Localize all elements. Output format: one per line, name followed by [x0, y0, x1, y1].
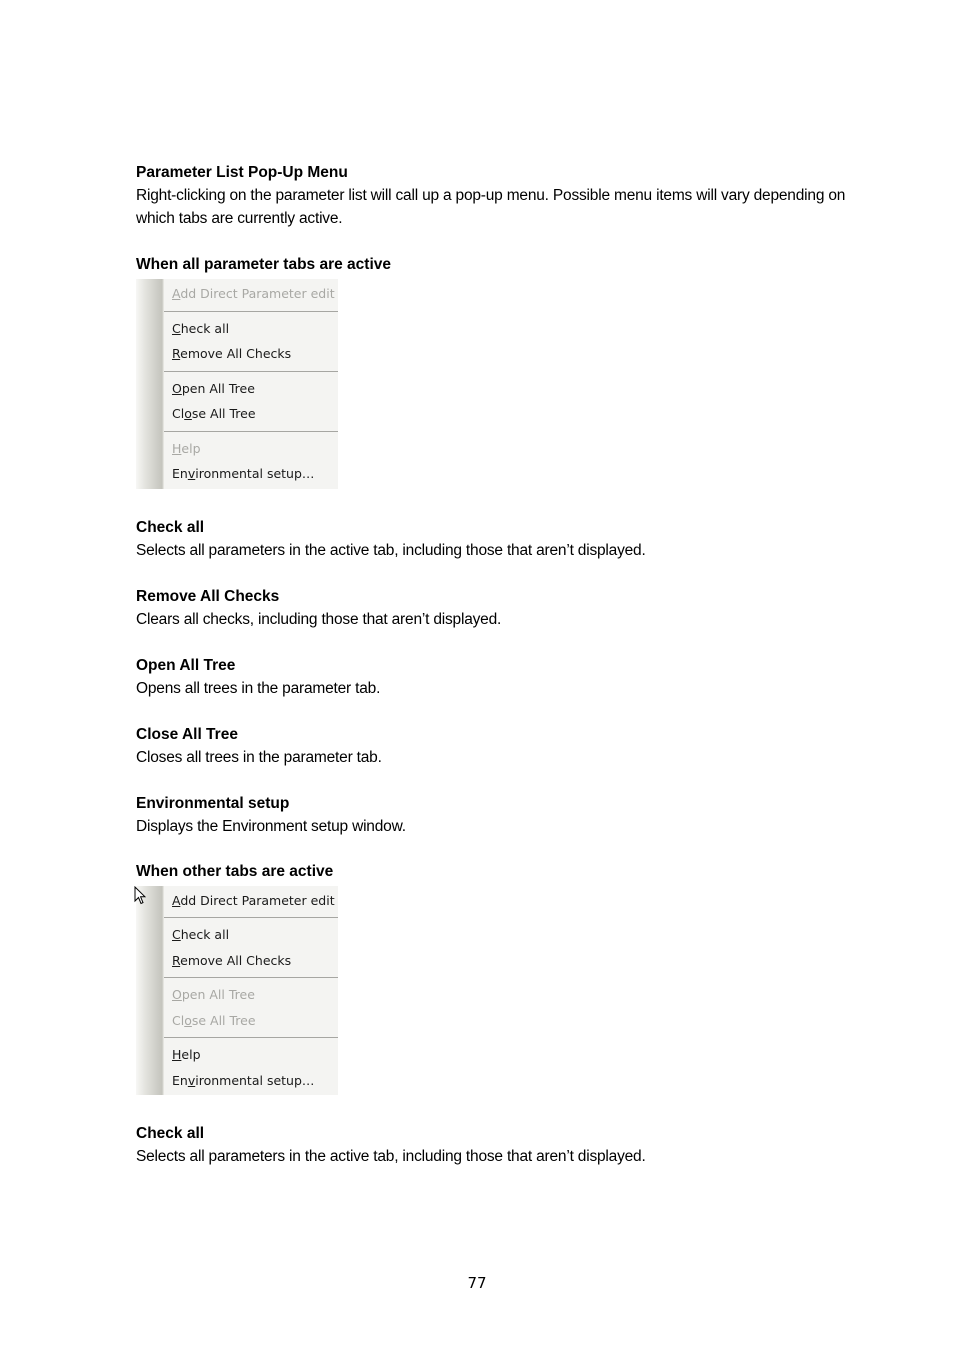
item-description: Clears all checks, including those that aren’t displayed.	[136, 610, 502, 628]
description-block	[136, 724, 856, 769]
menu-item-label-pre: Cl	[172, 406, 185, 421]
menu-item-accelerator: v	[187, 1072, 196, 1088]
menu-item-accelerator: C	[172, 927, 181, 942]
menu-item-accelerator: A	[172, 892, 181, 908]
item-title: Environmental setup	[136, 794, 290, 812]
menu-item[interactable]	[136, 376, 338, 402]
menu-item	[136, 982, 338, 1008]
menu-separator	[136, 1033, 338, 1042]
menu-item-label-post: se All Tree	[191, 406, 256, 421]
description-block	[136, 517, 856, 562]
section1-title: When all parameter tabs are active	[136, 256, 392, 273]
menu-item[interactable]	[136, 888, 338, 914]
menu-item	[136, 436, 338, 462]
menu-item-label-post: ironmental setup…	[195, 1072, 315, 1088]
menu-item-label-post: se All Tree	[191, 1012, 256, 1028]
menu-item[interactable]	[136, 922, 338, 948]
menu-item-accelerator: O	[172, 380, 182, 396]
intro-text: Right-clicking on the parameter list will call up a pop-up menu. Possible menu items will vary depending on which tabs are currently active.	[136, 187, 846, 227]
item-description: Displays the Environment setup window.	[136, 817, 406, 835]
menu-item-accelerator: v	[187, 466, 196, 481]
menu-item-label-post: elp	[181, 440, 201, 456]
menu-item-accelerator: R	[172, 346, 181, 361]
menu-item[interactable]	[136, 316, 338, 342]
menu-item	[136, 281, 338, 307]
menu-item-accelerator: H	[172, 440, 182, 456]
menu-item-accelerator: o	[184, 1012, 192, 1028]
menu-item-label-pre: En	[172, 466, 188, 481]
menu-item-label-post: emove All Checks	[180, 346, 292, 361]
item-description: Opens all trees in the parameter tab.	[136, 679, 381, 697]
menu-separator	[136, 427, 338, 436]
item-title: Open All Tree	[136, 656, 236, 674]
section2-title: When other tabs are active	[136, 862, 334, 880]
intro-section	[136, 162, 856, 230]
page-number: 77	[467, 1274, 487, 1292]
menu-item-label-post: pen All Tree	[181, 380, 255, 396]
menu-separator	[136, 307, 338, 316]
menu-separator	[136, 913, 338, 922]
menu-item[interactable]	[136, 1068, 338, 1094]
item-title: Check all	[136, 518, 205, 536]
menu-item	[136, 1008, 338, 1034]
item-title: Remove All Checks	[136, 587, 280, 605]
description-block	[136, 655, 856, 700]
section-title: Parameter List Pop-Up Menu	[136, 164, 348, 181]
menu-item[interactable]	[136, 948, 338, 974]
description-block	[136, 1123, 856, 1168]
menu-item-accelerator: o	[184, 406, 192, 421]
section2-descriptions	[136, 1123, 856, 1168]
item-description: Selects all parameters in the active tab, including those that aren’t displayed.	[136, 541, 646, 559]
item-description: Selects all parameters in the active tab, including those that aren’t displayed.	[136, 1148, 646, 1165]
menu-item-label-post: heck all	[180, 320, 230, 336]
menu-item[interactable]	[136, 401, 338, 427]
description-block	[136, 793, 856, 838]
description-block	[136, 586, 856, 631]
item-title: Close All Tree	[136, 725, 238, 743]
menu-item-label-post: dd Direct Parameter edit	[180, 892, 335, 908]
menu-item-accelerator: H	[172, 1047, 182, 1062]
menu-item[interactable]	[136, 341, 338, 367]
menu-item-accelerator: O	[172, 987, 182, 1002]
menu-item-label-pre: En	[172, 1072, 188, 1088]
menu-item[interactable]	[136, 461, 338, 487]
item-description: Closes all trees in the parameter tab.	[136, 748, 382, 766]
menu-item-accelerator: A	[172, 286, 181, 301]
menu-separator	[136, 367, 338, 376]
item-title: Check all	[136, 1125, 205, 1142]
menu-separator	[136, 973, 338, 982]
menu-item-accelerator: R	[172, 952, 181, 968]
menu-item-label-post: pen All Tree	[181, 987, 255, 1002]
menu-item[interactable]	[136, 1042, 338, 1068]
menu-item-accelerator: C	[172, 320, 181, 336]
section1-descriptions	[136, 517, 856, 838]
popup-menu-all-tabs	[136, 279, 338, 489]
menu-item-label-post: ironmental setup…	[195, 466, 315, 481]
popup-menu-other-tabs	[136, 886, 338, 1096]
menu-item-label-post: dd Direct Parameter edit	[180, 286, 335, 301]
menu-item-label-post: heck all	[180, 927, 230, 942]
document-page	[136, 162, 856, 1192]
menu-item-label-pre: Cl	[172, 1012, 185, 1028]
menu-item-label-post: emove All Checks	[180, 952, 292, 968]
menu-item-label-post: elp	[181, 1047, 201, 1062]
